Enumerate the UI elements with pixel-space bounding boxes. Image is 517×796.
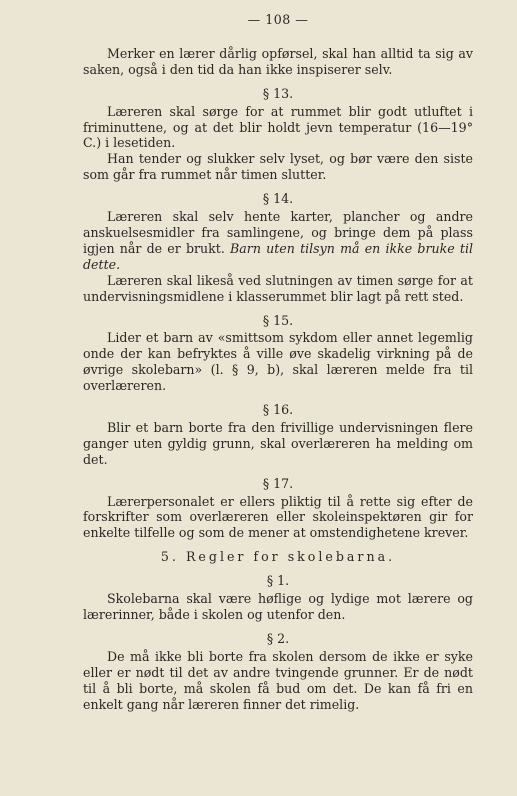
section-heading: § 14. [262, 191, 294, 207]
paragraph: Blir et barn borte fra den frivillige undervisningen flere ganger uten gyldig grunn, skal overlæreren ha melding om det. [83, 419, 473, 467]
paragraph: Lider et barn av «smittsom sykdom eller annet legemlig onde der kan befryktes å ville øve skadelig virkning på de øvrige skolebarn» (l. § 9, b), skal læreren melde fra til overlæreren. [83, 330, 473, 394]
section-heading: § 15. [262, 312, 294, 328]
paragraph: Lærerpersonalet er ellers pliktig til å rette sig efter de forskrifter som overlæreren eller skoleinspektøren gir for enkelte tilfelle og som de mener at omstendighetene krever. [83, 493, 473, 541]
paragraph: Merker en lærer dårlig opførsel, skal han alltid ta sig av saken, også i den tid da han ikke inspiserer selv. [83, 45, 473, 77]
paragraph: Læreren skal likeså ved slutningen av timen sørge for at undervisningsmidlene i klasserummet blir lagt på rett sted. [83, 272, 473, 304]
section-heading: § 2. [266, 630, 290, 646]
paragraph: Skolebarna skal være høflige og lydige mot lærere og lærerinner, både i skolen og utenfor den. [83, 591, 473, 622]
paragraph: Han tender og slukker selv lyset, og bør være den siste som går fra rummet når timen slutter. [83, 151, 473, 183]
section-heading: § 13. [262, 85, 294, 101]
chapter-heading: 5. Regler for skolebarna. [160, 549, 396, 565]
paragraph [83, 209, 473, 273]
section-heading: § 1. [266, 573, 290, 589]
page-number: — 108 — [247, 12, 309, 27]
section-heading: § 16. [262, 402, 294, 418]
section-heading: § 17. [262, 475, 294, 491]
paragraph: De må ikke bli borte fra skolen dersom de ikke er syke eller er nødt til det av andre tvingende grunner. Er de nødt til å bli borte, må skolen få bud om det. De kan få fri en enkelt gang når læreren finner det rimelig. [83, 648, 473, 712]
page-content [83, 12, 473, 712]
paragraph: Læreren skal sørge for at rummet blir godt utluftet i friminuttene, og at det blir holdt jevn temperatur (16—19° C.) i lesetiden. [83, 103, 473, 151]
paragraph-italic-text: Barn uten tilsyn må en ikke bruke til dette. [83, 240, 473, 272]
paragraph-text: Læreren skal selv hente karter, plancher og andre anskuelsesmidler fra samlingene, og bringe dem på plass igjen når de er brukt. [83, 209, 473, 256]
